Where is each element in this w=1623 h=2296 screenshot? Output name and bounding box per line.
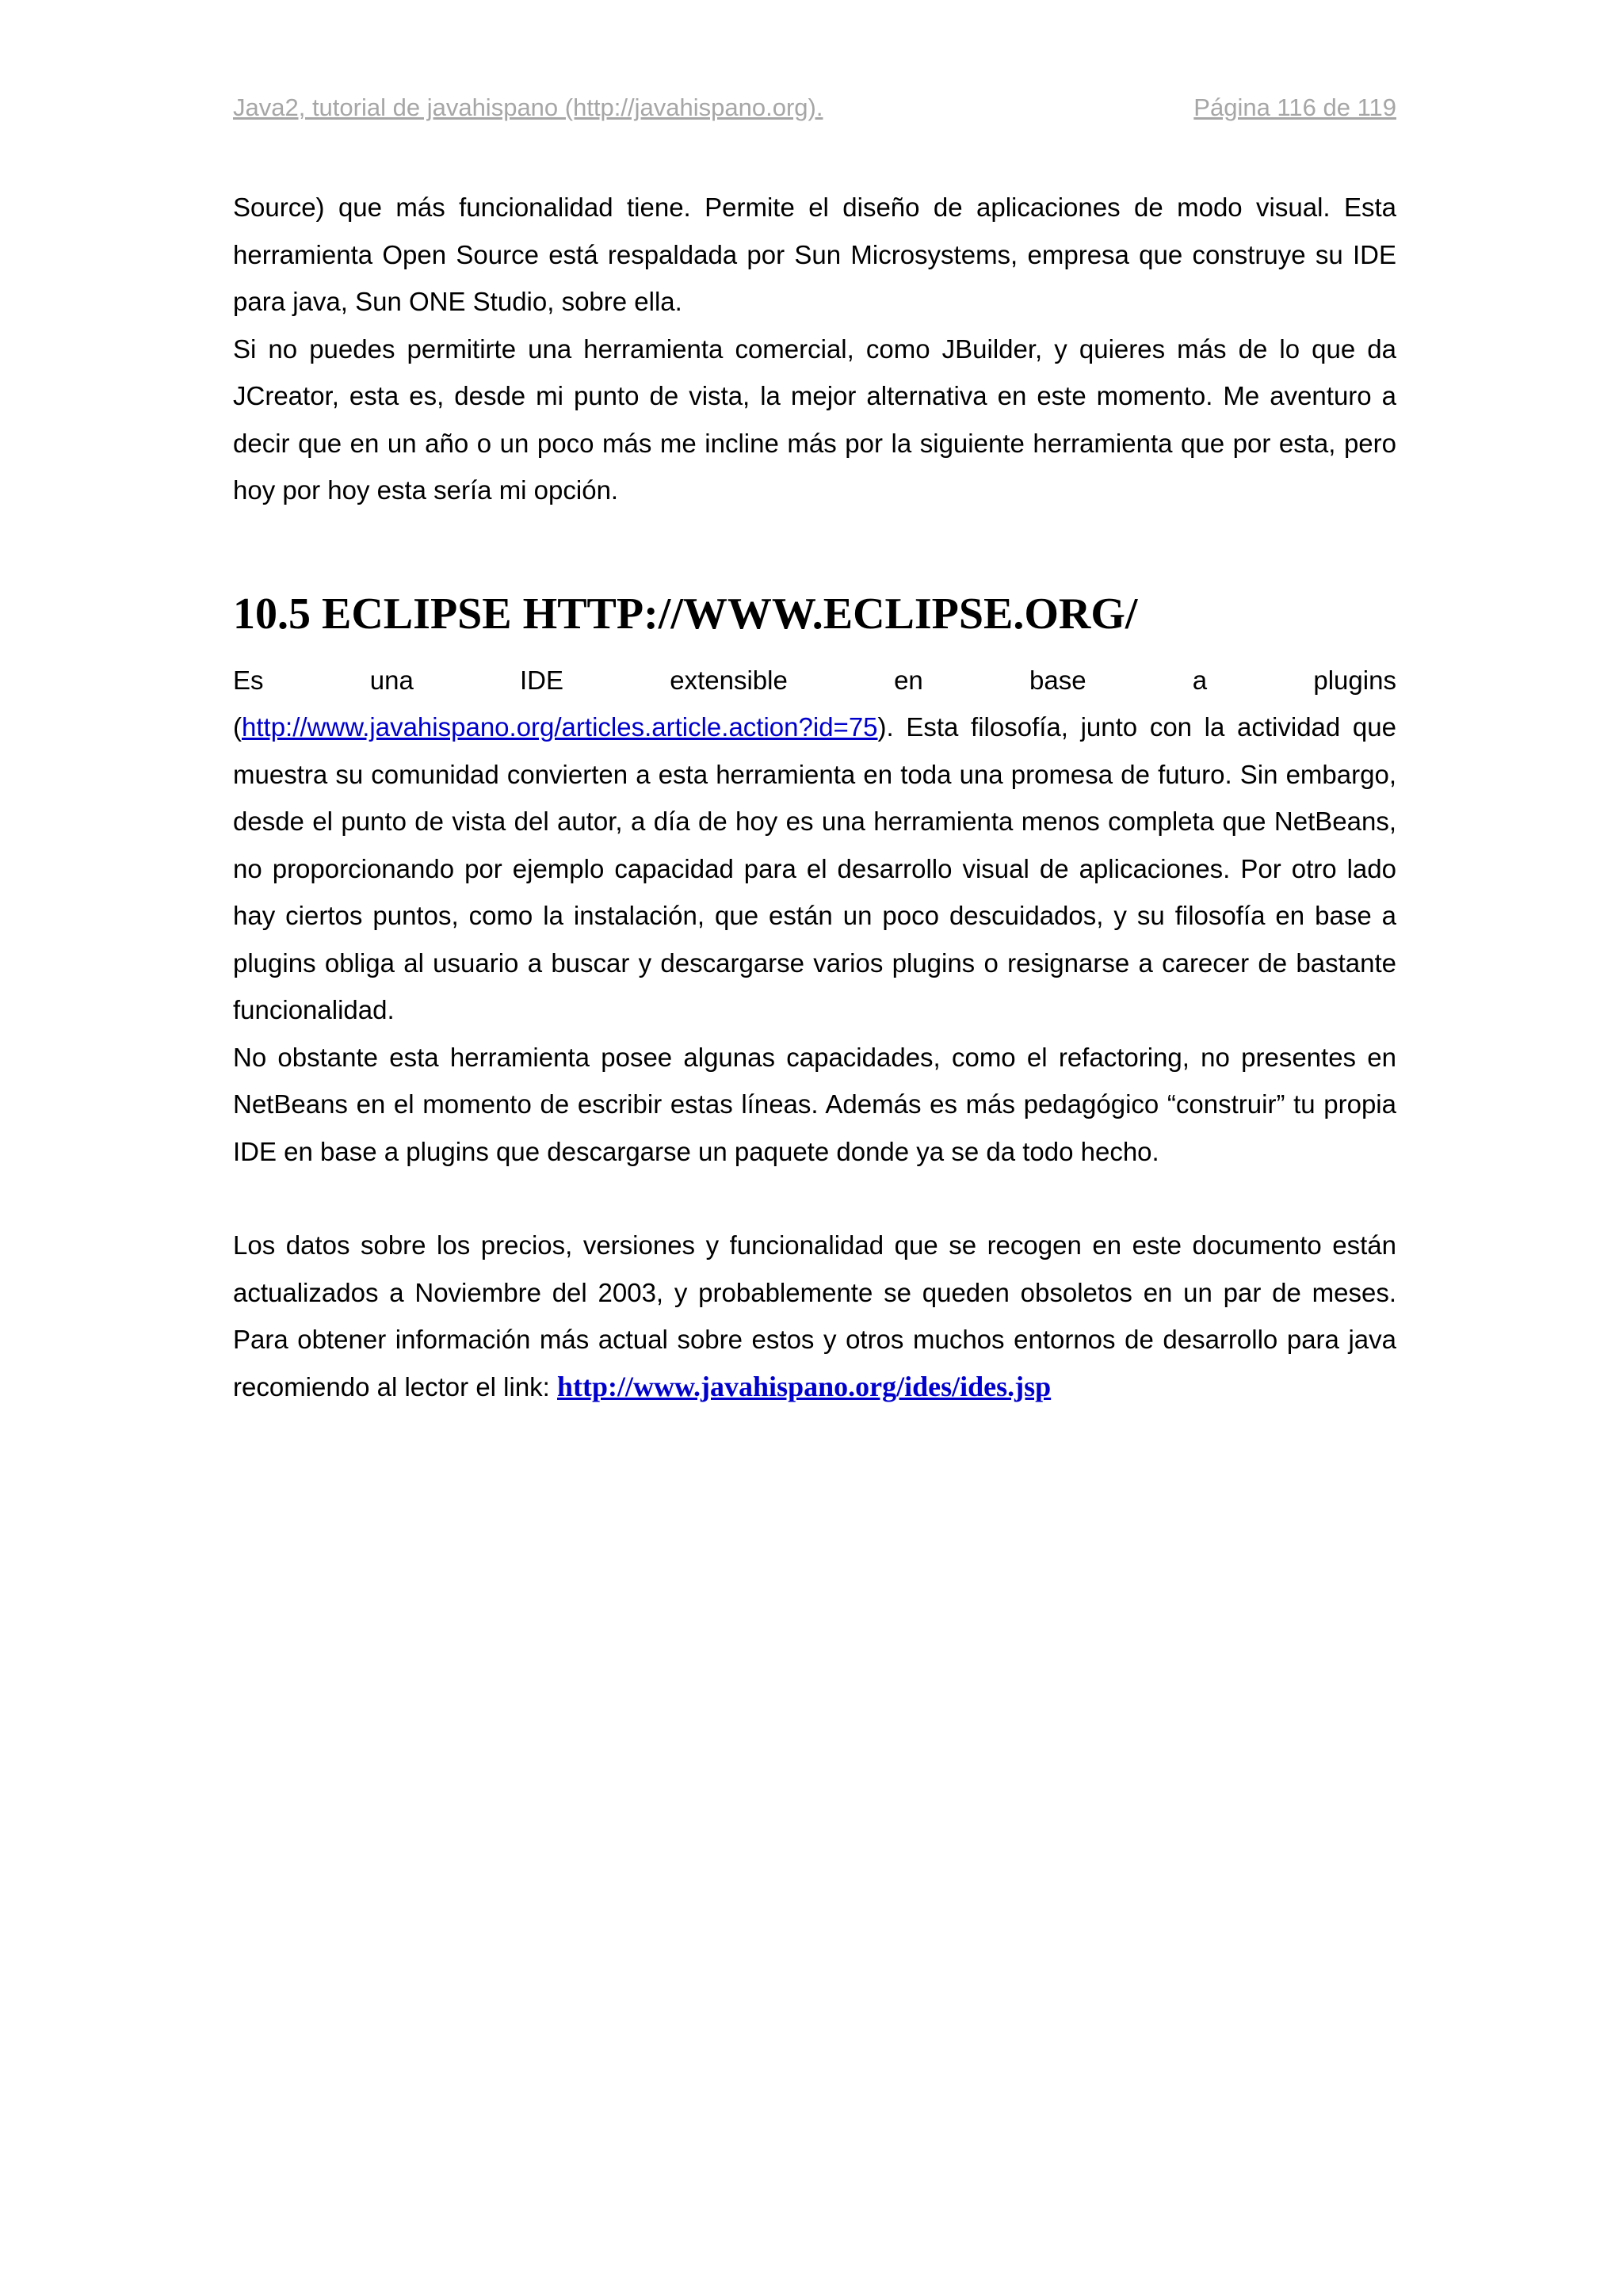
- spread-word: en: [894, 665, 923, 695]
- section-paragraph-1: [233, 704, 1396, 1034]
- closing-paragraph: [233, 1222, 1396, 1410]
- spread-word: a: [1192, 665, 1208, 695]
- spread-word: extensible: [670, 665, 788, 695]
- header-title: Java2, tutorial de javahispano (http://javahispano.org).: [233, 93, 823, 121]
- spread-word: base: [1029, 665, 1086, 695]
- page-number: Página 116 de 119: [1193, 93, 1396, 121]
- ides-link[interactable]: http://www.javahispano.org/ides/ides.jsp: [557, 1370, 1052, 1402]
- section-paragraph-2: No obstante esta herramienta posee algunas capacidades, como el refactoring, no presentes en NetBeans en el momento de escribir estas líneas. Además es más pedagógico “construir” tu propia IDE en base a plugins que descargarse un paquete donde ya se da todo hecho.: [233, 1042, 1396, 1166]
- section-paragraph-1-text: ). Esta filosofía, junto con la actividad que muestra su comunidad convierten a esta herramienta en toda una promesa de futuro. Sin embargo, desde el punto de vista del autor, a día de hoy es una herramienta menos completa que NetBeans, no proporcionando por ejemplo capacidad para el desarrollo visual de aplicaciones. Por otro lado hay ciertos puntos, como la instalación, que están un poco descuidados, y su filosofía en base a plugins obliga al usuario a buscar y descargarse varios plugins o resignarse a carecer de bastante funcionalidad.: [233, 712, 1396, 1024]
- spread-word: una: [369, 665, 414, 695]
- intro-paragraph-1: Source) que más funcionalidad tiene. Permite el diseño de aplicaciones de modo visual. Esta herramienta Open Source está respaldada por Sun Microsystems, empresa que construye su IDE para java, Sun ONE Studio, sobre ella.: [233, 193, 1396, 316]
- intro-paragraph-2: Si no puedes permitirte una herramienta comercial, como JBuilder, y quieres más de lo que da JCreator, esta es, desde mi punto de vista, la mejor alternativa en este momento. Me aventuro a decir que en un año o un poco más me incline más por la siguiente herramienta que por esta, pero hoy por hoy esta sería mi opción.: [233, 334, 1396, 505]
- page-content: [233, 184, 1396, 1410]
- section-gap: [233, 514, 1396, 585]
- paragraph-gap: [233, 1175, 1396, 1222]
- spread-word: IDE: [520, 665, 564, 695]
- plugins-article-link[interactable]: http://www.javahispano.org/articles.article.action?id=75: [242, 712, 878, 742]
- spread-first-line: [233, 657, 1396, 704]
- open-paren: (: [233, 712, 242, 742]
- closing-text: Los datos sobre los precios, versiones y funcionalidad que se recogen en este documento están actualizados a Noviembre del 2003, y probablemente se queden obsoletos en un par de meses. Para obtener información más actual sobre estos y otros muchos entornos de desarrollo para java recomiendo al lector el link:: [233, 1230, 1396, 1402]
- spread-word: Es: [233, 665, 264, 695]
- section-heading: 10.5 ECLIPSE HTTP://WWW.ECLIPSE.ORG/: [233, 589, 1138, 639]
- spread-word: plugins: [1313, 665, 1396, 695]
